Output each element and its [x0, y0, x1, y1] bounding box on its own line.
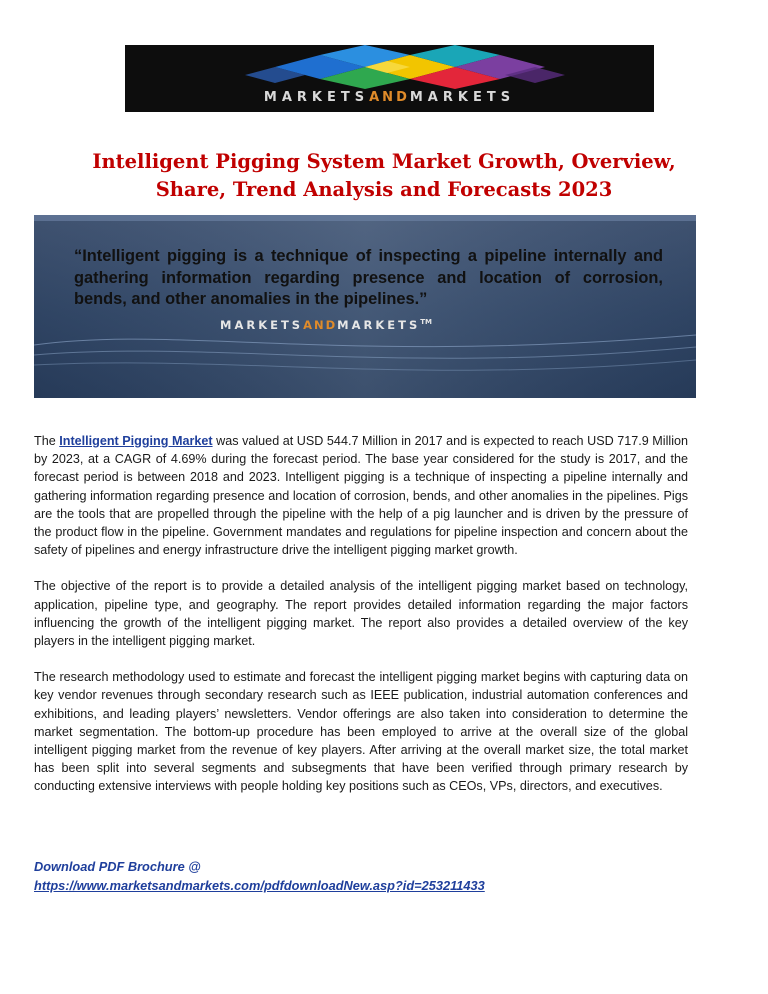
logo-wordmark: MARKETSANDMARKETS — [263, 90, 516, 105]
title-line-1: Intelligent Pigging System Market Growth, Overview, — [92, 150, 676, 173]
intelligent-pigging-market-link[interactable]: Intelligent Pigging Market — [59, 434, 213, 448]
document-title — [60, 148, 708, 204]
logo-banner — [125, 45, 654, 112]
quote-text: “Intelligent pigging is a technique of inspecting a pipeline internally and gathering information regarding presence and location of corrosion, bends, and other anomalies in the pipelines.” — [74, 247, 663, 308]
download-label: Download PDF Brochure @ — [34, 859, 201, 874]
body-text — [34, 432, 688, 814]
paragraph-1: The Intelligent Pigging Market was valued at USD 544.7 Million in 2017 and is expected to reach USD 717.9 Million by 2023, at a CAGR of 4.69% during the forecast period. The base year considered for the study is 2017, and the forecast period is between 2018 and 2023. Intelligent pigging is a technique of inspecting a pipeline internally and gathering information regarding presence and location of corrosion, bends, and other anomalies in the pipelines. Pigs are the tools that are propelled through the pipeline with the help of a pig launcher and is driven by the pressure of the product flow in the pipeline. Government mandates and regulations for pipeline inspection and concern about the safety of pipelines and energy infrastructure drive the intelligent pigging market growth. — [34, 434, 688, 558]
title-line-2: Share, Trend Analysis and Forecasts 2023 — [155, 178, 613, 201]
paragraph-3: The research methodology used to estimate and forecast the intelligent pigging market begins with capturing data on key vendor revenues through secondary research such as IEEE publication, industrial automation conferences and exhibitions, and leading players’ newsletters. Vendor offerings are also taken into consideration to determine the market segmentation. The bottom-up procedure has been employed to arrive at the overall size of the global intelligent pigging market from the revenue of key players. After arriving at the overall market size, the total market has been split into several segments and subsegments that have been verified through primary research by conducting extensive interviews with people holding key positions such as CEOs, VPs, directors, and executives. — [34, 670, 688, 794]
download-section — [34, 857, 688, 895]
download-link[interactable]: https://www.marketsandmarkets.com/pdfdownloadNew.asp?id=253211433 — [34, 878, 485, 893]
banner-watermark-logo: MARKETSANDMARKETS™ — [220, 318, 433, 332]
quote-banner — [34, 215, 696, 398]
paragraph-2: The objective of the report is to provide a detailed analysis of the intelligent pigging market based on technology, application, pipeline type, and geography. The report provides detailed information regarding the major factors influencing the growth of the intelligent pigging market. The report also provides a detailed overview of the key players in the intelligent pigging market. — [34, 579, 688, 649]
